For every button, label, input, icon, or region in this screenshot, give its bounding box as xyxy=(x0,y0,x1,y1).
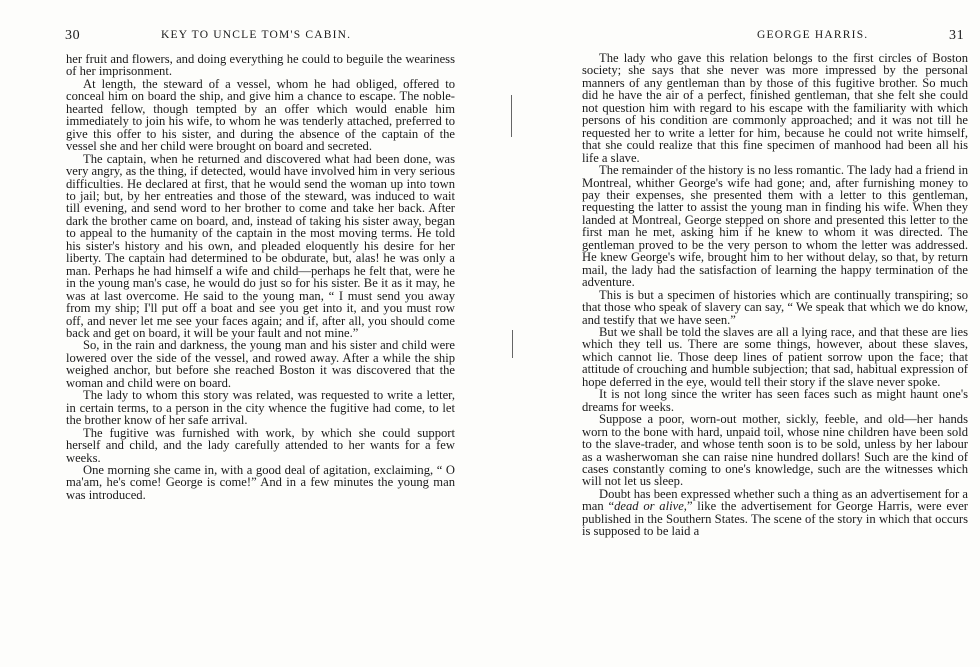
paragraph-text: Doubt has been expressed whether such a thing as an advertisement for a man “ xyxy=(582,486,968,514)
right-page-body xyxy=(582,52,968,538)
paragraph: The lady who gave this relation belongs to the first circles of Boston society; she says that she never was more impressed by the personal manners of any gentleman than by those of this fugitive brother. So much did he have the air of a perfect, finished gentleman, that she felt she could not question him with regard to his escape with the familiarity with which persons of his condition are commonly approached; and it was not till he requested her to write a letter for him, because he could not write himself, that she could realize that this fine specimen of manhood had been all his life a slave. xyxy=(582,51,968,165)
paragraph-text: ” like the advertisement for George Harris, were ever published in the Southern States. The scene of the story in which that occurs is supposed to be laid a xyxy=(582,499,968,539)
paragraph: So, in the rain and darkness, the young man and his sister and child were lowered over the side of the vessel, and rowed away. After a while the ship weighed anchor, but before she reached Boston it was discovered that the woman and child were on board. xyxy=(66,338,455,390)
paragraph: The fugitive was furnished with work, by which she could support herself and child, and the lady carefully attended to her wants for a few weeks. xyxy=(66,425,455,465)
running-head-right: GEORGE HARRIS. xyxy=(757,29,869,41)
paragraph: The captain, when he returned and discovered what had been done, was very angry, as the thing, if detected, would have involved him in very serious difficulties. He declared at first, that he would send the woman up into town to jail; but, by her entreaties and those of the steward, was induced to wait till evening, and send word to her brother to come and take her back. After dark the brother came on board, and, instead of taking his sister away, began to appeal to the humanity of the captain in the most moving terms. He told his sister's history and his own, and pleaded eloquently his desire for her liberty. The captain had determined to be obdurate, but, alas! he was only a man. Perhaps he had himself a wife and child—perhaps he felt that, were he in the young man's case, he would do just so for his sister. Be it as it may, he was at last overcome. He said to the young man, “ I must send you away from my ship; I'll put off a boat and see you get into it, and you must row off, and never let me see your faces again; and if, after all, you should come back and get on board, it will be your fault and not mine.” xyxy=(66,151,455,340)
paragraph: But we shall be told the slaves are all a lying race, and that these are lies which they tell us. There are some things, however, about these slaves, which cannot lie. Those deep lines of patient sorrow upon the face; that attitude of crouching and humble subjection; that sad, habitual expression of hope deferred in the eye, would tell their story if the slave never spoke. xyxy=(582,324,968,389)
paragraph: At length, the steward of a vessel, whom he had obliged, offered to conceal him on board the ship, and give him a chance to escape. The noble-hearted fellow, though tempted by an offer which would enable him immediately to join his wife, to whom he was tenderly attached, preferred to give this offer to his sister, and during the absence of the captain of the vessel she and her child were brought on board and secreted. xyxy=(66,76,455,154)
paragraph: One morning she came in, with a good deal of agitation, exclaiming, “ O ma'am, he's come! George is come!” And in a few minutes the young man was introduced. xyxy=(66,462,455,502)
page-number-left: 30 xyxy=(65,28,81,43)
paragraph: This is but a specimen of histories which are continually transpiring; so that those who speak of slavery can say, “ We speak that which we do know, and testify that we have seen.” xyxy=(582,287,968,327)
right-page xyxy=(490,0,980,667)
paragraph: The remainder of the history is no less romantic. The lady had a friend in Montreal, whither George's wife had gone; and, after furnishing money to pay their expenses, she presented them with a letter to this gentleman, requesting the latter to assist the young man in finding his wife. When they landed at Montreal, George stepped on shore and presented this letter to the first man he met, asking him if he knew to whom it was directed. The gentleman proved to be the very person to whom the letter was addressed. He knew George's wife, brought him to her without delay, so that, by return mail, the lady had the satisfaction of learning the happy termination of the adventure. xyxy=(582,163,968,290)
paragraph: The lady to whom this story was related, was requested to write a letter, in certain terms, to a person in the city whence the fugitive had come, to let the brother know of her safe arrival. xyxy=(66,388,455,428)
paragraph xyxy=(582,488,968,538)
page-number-right: 31 xyxy=(949,28,965,43)
paragraph: her fruit and flowers, and doing everything he could to beguile the weariness of her imprisonment. xyxy=(66,52,455,79)
running-head-left: KEY TO UNCLE TOM'S CABIN. xyxy=(161,29,352,41)
paragraph: It is not long since the writer has seen faces such as might haunt one's dreams for weeks. xyxy=(582,387,968,414)
italic-phrase: dead or alive, xyxy=(614,499,687,514)
paragraph: Suppose a poor, worn-out mother, sickly, feeble, and old—her hands worn to the bone with hard, unpaid toil, whose nine children have been sold to the slave-trader, and whose tenth soon is to be sold, unless by her labour as a washerwoman she can raise nine hundred dollars! Such are the kind of cases constantly coming to one's knowledge, such are the witnesses which will not let us sleep. xyxy=(582,412,968,489)
left-page-body xyxy=(66,53,455,501)
